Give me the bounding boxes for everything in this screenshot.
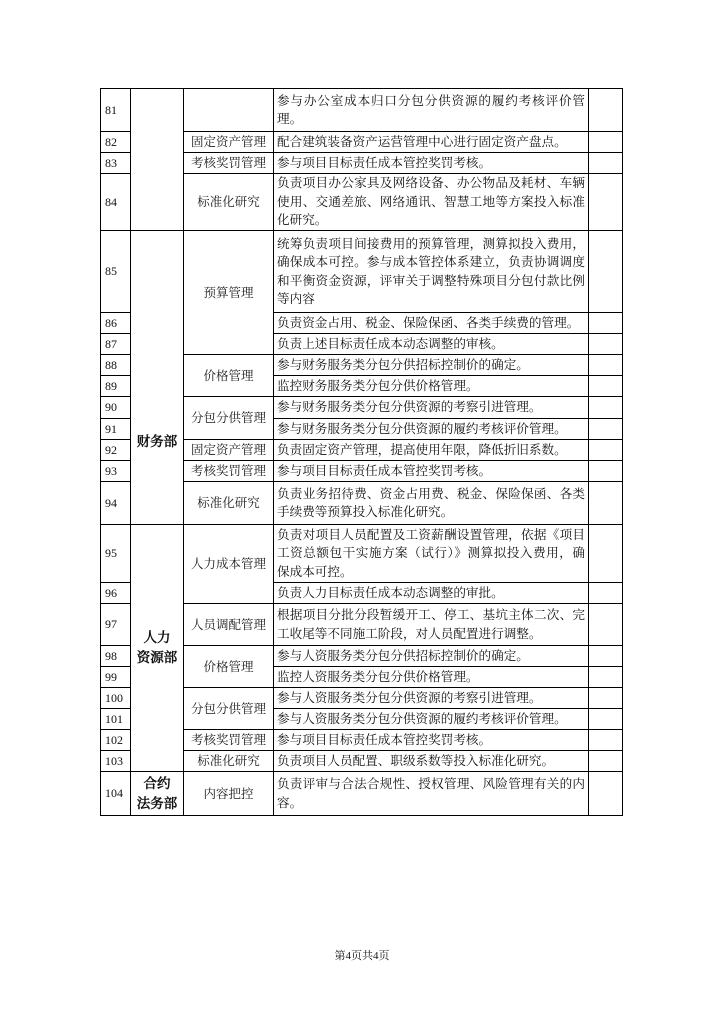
row-number: 87	[101, 334, 131, 355]
remarks-cell	[589, 667, 623, 688]
category-cell-continued	[184, 89, 274, 132]
category-cell: 考核奖罚管理	[184, 730, 274, 751]
content-cell: 负责项目办公家具及网络设备、办公物品及耗材、车辆使用、交通差旅、网络通讯、智慧工地等方案投入标准化研究。	[274, 174, 589, 231]
content-cell: 参与人资服务类分包分供招标控制价的确定。	[274, 646, 589, 667]
remarks-cell	[589, 583, 623, 604]
remarks-cell	[589, 334, 623, 355]
category-cell: 人员调配管理	[184, 604, 274, 646]
content-cell: 负责人力目标责任成本动态调整的审批。	[274, 583, 589, 604]
content-cell: 负责上述目标责任成本动态调整的审核。	[274, 334, 589, 355]
content-cell: 负责固定资产管理，提高使用年限，降低折旧系数。	[274, 440, 589, 461]
remarks-cell	[589, 376, 623, 397]
department-label-line-1: 合约	[143, 775, 171, 792]
responsibility-table	[100, 88, 623, 816]
content-cell: 参与办公室成本归口分包分供资源的履约考核评价管理。	[274, 89, 589, 132]
department-label: 财务部	[136, 434, 178, 450]
row-number: 91	[101, 419, 131, 440]
content-cell: 负责项目人员配置、职级系数等投入标准化研究。	[274, 751, 589, 772]
category-cell: 标准化研究	[184, 751, 274, 772]
department-cell-legal	[131, 772, 184, 816]
row-number: 103	[101, 751, 131, 772]
remarks-cell	[589, 688, 623, 709]
row-number: 83	[101, 153, 131, 174]
category-cell: 人力成本管理	[184, 525, 274, 604]
row-number: 84	[101, 174, 131, 231]
content-cell: 根据项目分批分段暂缓开工、停工、基坑主体二次、完工收尾等不同施工阶段，对人员配置进行调整。	[274, 604, 589, 646]
remarks-cell	[589, 646, 623, 667]
table-row	[101, 231, 623, 313]
content-cell: 参与项目目标责任成本管控奖罚考核。	[274, 153, 589, 174]
category-cell: 考核奖罚管理	[184, 153, 274, 174]
row-number: 88	[101, 355, 131, 376]
department-cell-continued	[131, 89, 184, 231]
department-label-line-2: 法务部	[136, 795, 178, 812]
remarks-cell	[589, 397, 623, 419]
row-number: 93	[101, 461, 131, 482]
remarks-cell	[589, 525, 623, 583]
row-number: 85	[101, 231, 131, 313]
remarks-cell	[589, 231, 623, 313]
category-cell: 固定资产管理	[184, 132, 274, 153]
category-cell: 标准化研究	[184, 174, 274, 231]
content-cell: 参与财务服务类分包分供招标控制价的确定。	[274, 355, 589, 376]
content-cell: 负责评审与合法合规性、授权管理、风险管理有关的内容。	[274, 772, 589, 816]
remarks-cell	[589, 419, 623, 440]
remarks-cell	[589, 751, 623, 772]
remarks-cell	[589, 153, 623, 174]
remarks-cell	[589, 482, 623, 525]
content-cell: 负责对项目人员配置及工资薪酬设置管理，依据《项目工资总额包干实施方案（试行）》测算拟投入费用，确保成本可控。	[274, 525, 589, 583]
department-cell-hr	[131, 525, 184, 772]
content-cell: 监控人资服务类分包分供价格管理。	[274, 667, 589, 688]
category-cell: 考核奖罚管理	[184, 461, 274, 482]
content-cell: 参与财务服务类分包分供资源的履约考核评价管理。	[274, 419, 589, 440]
category-cell: 标准化研究	[184, 482, 274, 525]
department-label-line-2: 资源部	[136, 650, 178, 666]
category-cell: 固定资产管理	[184, 440, 274, 461]
department-label-line-1: 人力	[143, 630, 171, 646]
category-cell: 分包分供管理	[184, 397, 274, 440]
remarks-cell	[589, 174, 623, 231]
row-number: 99	[101, 667, 131, 688]
page-footer: 第4页共4页	[334, 950, 390, 962]
row-number: 98	[101, 646, 131, 667]
category-cell: 分包分供管理	[184, 688, 274, 730]
category-cell: 价格管理	[184, 646, 274, 688]
row-number: 89	[101, 376, 131, 397]
row-number: 90	[101, 397, 131, 419]
table-row	[101, 772, 623, 816]
row-number: 95	[101, 525, 131, 583]
remarks-cell	[589, 461, 623, 482]
row-number: 96	[101, 583, 131, 604]
department-cell-finance	[131, 231, 184, 525]
row-number: 100	[101, 688, 131, 709]
content-cell: 参与项目目标责任成本管控奖罚考核。	[274, 461, 589, 482]
category-cell: 价格管理	[184, 355, 274, 397]
content-cell: 参与项目目标责任成本管控奖罚考核。	[274, 730, 589, 751]
content-cell: 参与人资服务类分包分供资源的考察引进管理。	[274, 688, 589, 709]
remarks-cell	[589, 132, 623, 153]
remarks-cell	[589, 355, 623, 376]
content-cell: 参与财务服务类分包分供资源的考察引进管理。	[274, 397, 589, 419]
row-number: 104	[101, 772, 131, 816]
content-cell: 参与人资服务类分包分供资源的履约考核评价管理。	[274, 709, 589, 730]
remarks-cell	[589, 604, 623, 646]
table-row	[101, 525, 623, 583]
remarks-cell	[589, 730, 623, 751]
content-cell: 负责资金占用、税金、保险保函、各类手续费的管理。	[274, 313, 589, 334]
row-number: 92	[101, 440, 131, 461]
remarks-cell	[589, 772, 623, 816]
content-cell: 配合建筑装备资产运营管理中心进行固定资产盘点。	[274, 132, 589, 153]
remarks-cell	[589, 313, 623, 334]
row-number: 101	[101, 709, 131, 730]
remarks-cell	[589, 709, 623, 730]
row-number: 82	[101, 132, 131, 153]
category-cell: 预算管理	[184, 231, 274, 355]
row-number: 102	[101, 730, 131, 751]
remarks-cell	[589, 440, 623, 461]
content-cell: 负责业务招待费、资金占用费、税金、保险保函、各类手续费等预算投入标准化研究。	[274, 482, 589, 525]
content-cell: 统筹负责项目间接费用的预算管理，测算拟投入费用，确保成本可控。参与成本管控体系建立，负责协调调度和平衡资金资源，评审关于调整特殊项目分包付款比例等内容	[274, 231, 589, 313]
row-number: 86	[101, 313, 131, 334]
table-row	[101, 89, 623, 132]
row-number: 94	[101, 482, 131, 525]
category-cell: 内容把控	[184, 772, 274, 816]
row-number: 81	[101, 89, 131, 132]
remarks-cell	[589, 89, 623, 132]
row-number: 97	[101, 604, 131, 646]
content-cell: 监控财务服务类分包分供价格管理。	[274, 376, 589, 397]
